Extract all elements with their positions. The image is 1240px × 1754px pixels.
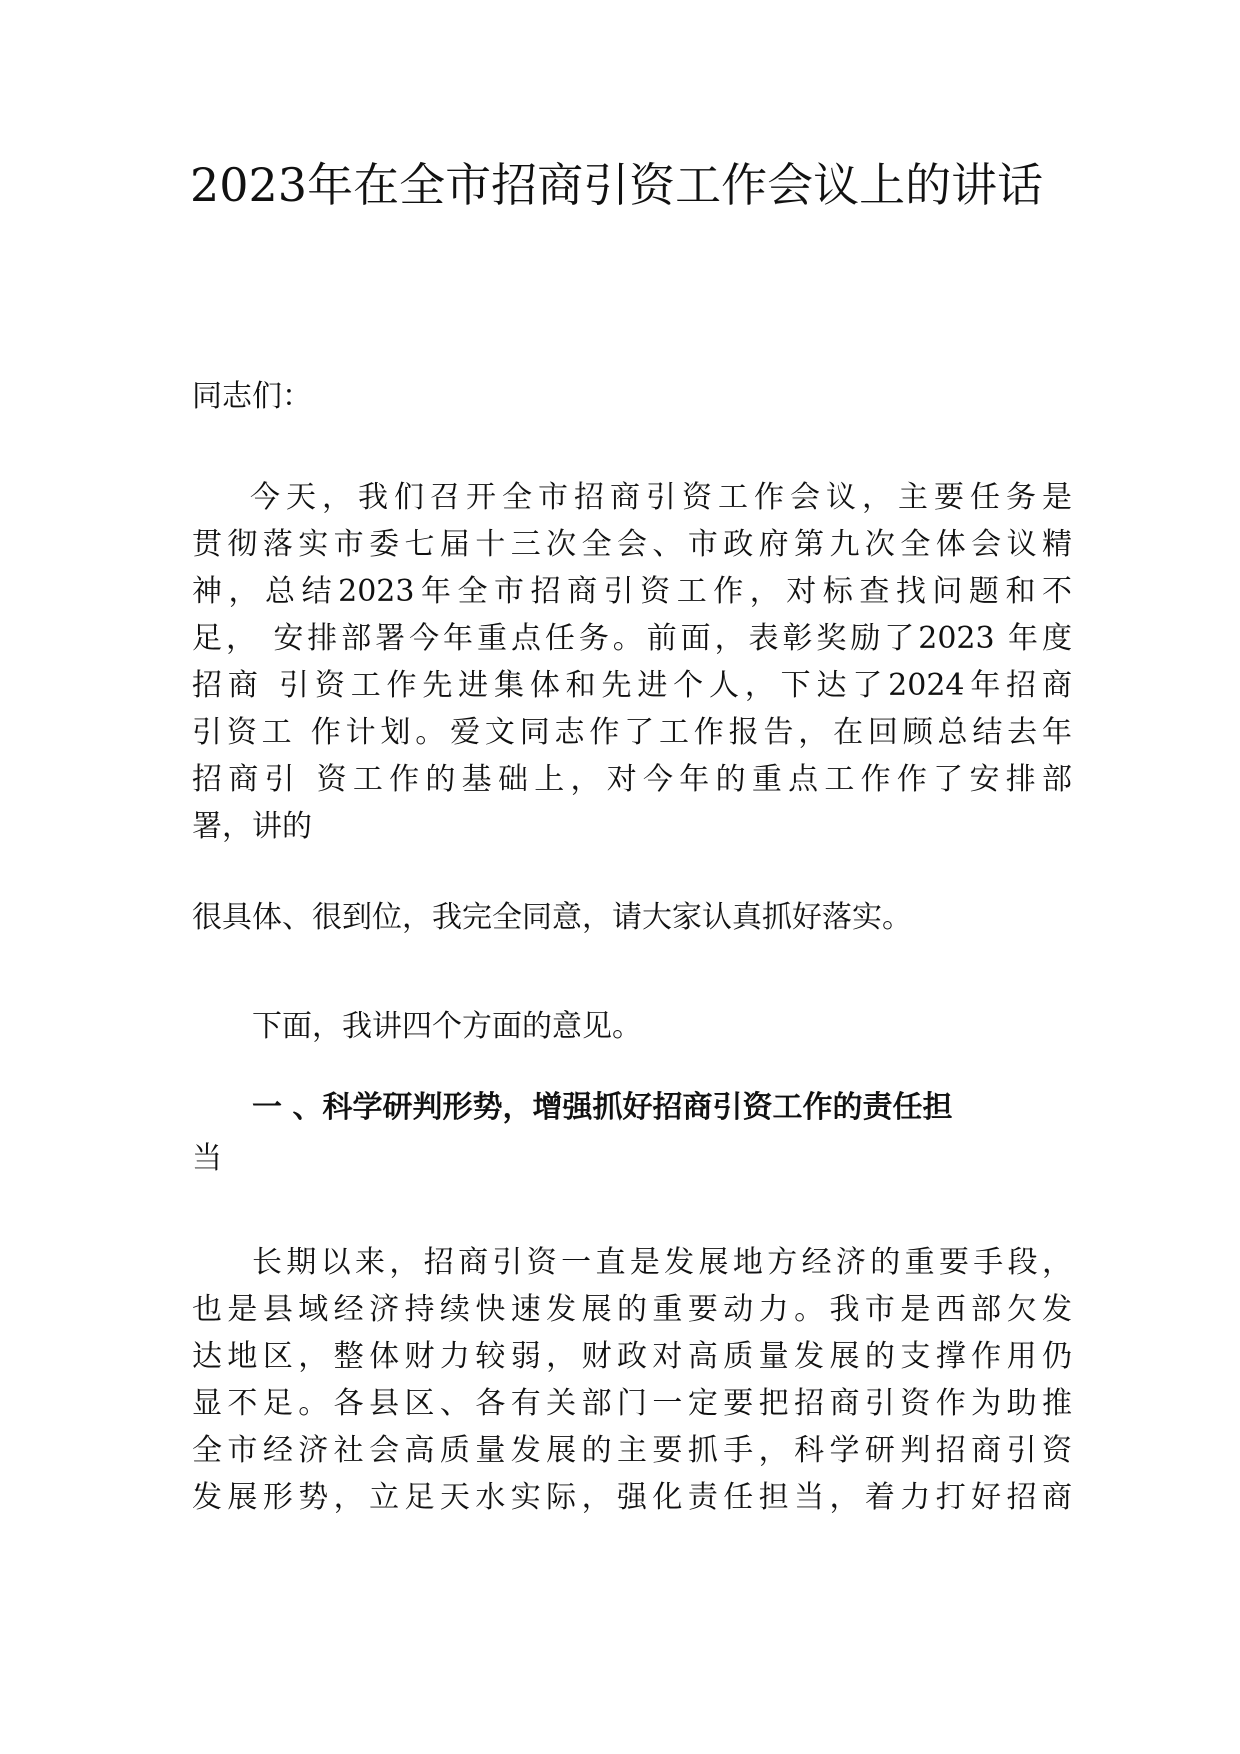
paragraph-4-line-6: 发展形势，立足天水实际，强化责任担当，着力打好招商 [192, 1480, 1072, 1515]
paragraph-1-line-3: 神，总结2023年全市招商引资工作，对标查找问题和不 [192, 574, 1072, 609]
document-title: 2023年在全市招商引资工作会议上的讲话 [190, 158, 1044, 212]
paragraph-1-line-6: 引资工 作计划。爱文同志作了工作报告，在回顾总结去年 [192, 715, 1072, 750]
paragraph-4-line-4: 显不足。各县区、各有关部门一定要把招商引资作为助推 [192, 1386, 1072, 1421]
paragraph-1-line-8: 署，讲的 [192, 809, 312, 844]
paragraph-1-line-2: 贯彻落实市委七届十三次全会、市政府第九次全体会议精 [192, 527, 1072, 562]
salutation: 同志们： [192, 379, 312, 414]
section-heading-1-line-2: 当 [192, 1141, 222, 1176]
paragraph-2: 很具体、很到位，我完全同意，请大家认真抓好落实。 [192, 900, 912, 935]
paragraph-1-line-1: 今天，我们召开全市招商引资工作会议，主要任务是 [250, 480, 1072, 515]
paragraph-1-line-5: 招商 引资工作先进集体和先进个人，下达了2024年招商 [192, 668, 1072, 703]
paragraph-4-line-3: 达地区，整体财力较弱，财政对高质量发展的支撑作用仍 [192, 1339, 1072, 1374]
section-heading-1-line-1: 一 、科学研判形势，增强抓好招商引资工作的责任担 [252, 1090, 953, 1125]
paragraph-3: 下面，我讲四个方面的意见。 [252, 1009, 642, 1044]
paragraph-4-line-1: 长期以来，招商引资一直是发展地方经济的重要手段， [252, 1245, 1072, 1280]
paragraph-1-line-4: 足， 安排部署今年重点任务。前面，表彰奖励了2023 年度 [192, 621, 1072, 656]
paragraph-4-line-2: 也是县域经济持续快速发展的重要动力。我市是西部欠发 [192, 1292, 1072, 1327]
paragraph-4-line-5: 全市经济社会高质量发展的主要抓手，科学研判招商引资 [192, 1433, 1072, 1468]
paragraph-1-line-7: 招商引 资工作的基础上，对今年的重点工作作了安排部 [192, 762, 1072, 797]
